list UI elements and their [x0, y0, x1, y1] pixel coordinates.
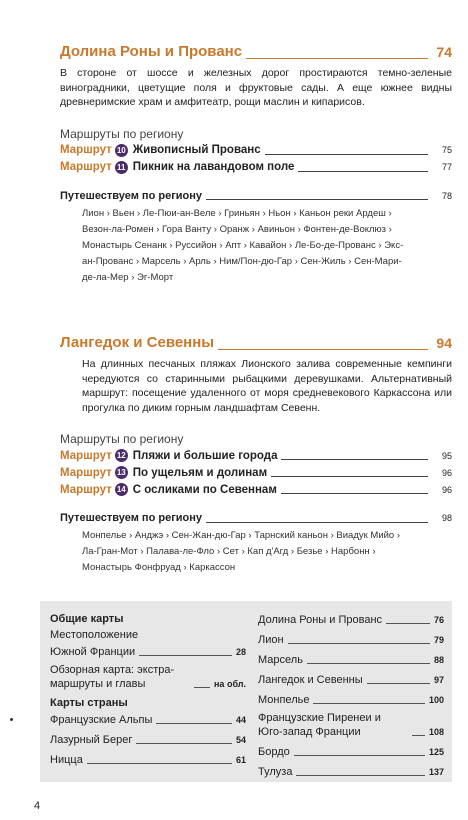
leader-line: [294, 755, 425, 756]
section-title[interactable]: Лангедок и Севенны: [60, 333, 218, 353]
general-maps-heading: Общие карты: [50, 613, 124, 625]
leader-line: [281, 459, 428, 460]
route-name: С осликами по Севеннам: [132, 483, 277, 496]
route-number-badge: 12: [115, 449, 128, 462]
route-number-badge: 14: [115, 483, 128, 496]
map-page: 54: [235, 735, 246, 745]
route-page: 75: [441, 145, 452, 155]
leader-line: [139, 655, 232, 656]
route-number-badge: 13: [115, 466, 128, 479]
leader-line: [298, 171, 428, 172]
map-page: 125: [428, 747, 444, 757]
leader-line: [288, 643, 430, 644]
route-name: По ущельям и долинам: [132, 466, 268, 479]
map-name: Долина Роны и Прованс: [258, 614, 383, 626]
map-name: Лион: [258, 634, 284, 646]
map-name: Марсель: [258, 654, 303, 666]
travel-entry[interactable]: [60, 510, 452, 526]
route-page: 95: [441, 450, 452, 461]
map-name: Бордо: [258, 746, 290, 758]
route-number-badge: 10: [115, 144, 128, 157]
map-page: 100: [428, 695, 444, 705]
leader-line: [136, 743, 232, 744]
leader-line: [296, 775, 425, 776]
leader-line: [194, 687, 210, 688]
maps-index-box: [40, 601, 452, 782]
map-name: Тулуза: [258, 766, 293, 778]
leader-line: [87, 763, 232, 764]
leader-line: [156, 723, 232, 724]
route-name: Пляжи и большие города: [132, 449, 278, 462]
map-entry[interactable]: [50, 663, 246, 691]
section-page-number: 94: [436, 335, 452, 351]
leader-line: [206, 522, 428, 523]
travel-title: Путешествуем по региону: [60, 189, 203, 202]
route-page: 96: [441, 484, 452, 495]
map-page: на обл.: [214, 679, 246, 689]
map-name: Монпелье: [258, 694, 310, 706]
leader-line: [307, 663, 430, 664]
leader-line: [265, 154, 428, 155]
route-word: Маршрут: [60, 466, 112, 479]
route-entry[interactable]: [60, 481, 452, 498]
location-label: Местоположение: [50, 629, 139, 641]
routes-label: Маршруты по региону: [60, 432, 184, 446]
section-description: В стороне от шоссе и железных дорог простираются темно-зеленые виноградники, цветущие поля и фруктовые сады. А еще южнее видны древнеримские храм и амфитеатр, рощи маслин и кипарисов.: [60, 67, 452, 108]
route-entry[interactable]: [60, 447, 452, 464]
map-name: Южной Франции: [50, 646, 136, 658]
travel-entry[interactable]: [60, 188, 452, 204]
route-name: Живописный Прованс: [132, 144, 261, 156]
leader-line: [206, 199, 428, 200]
page-folio: 4: [34, 800, 41, 812]
travel-page: 78: [441, 190, 452, 201]
map-name: Французские Альпы: [50, 714, 153, 726]
section-description: На длинных песчаных пляжах Лионского залива современные кемпинги чередуются со старинными рыбацкими деревушками. Альтернативный маршрут: посещение удаленного от моря средневекового Каркассона или прогулка по диким горным ландшафтам Севенн.: [82, 358, 452, 414]
map-page: 137: [428, 767, 444, 777]
map-page: 28: [235, 647, 246, 657]
map-page: 79: [433, 635, 444, 645]
leader-line: [271, 476, 428, 477]
map-page: 61: [235, 755, 246, 765]
travel-title: Путешествуем по региону: [60, 512, 203, 524]
map-entry[interactable]: [258, 763, 444, 779]
map-entry[interactable]: [258, 651, 444, 667]
map-entry[interactable]: [258, 743, 444, 759]
maps-column-right: [258, 611, 444, 783]
map-name: Лазурный Берег: [50, 734, 133, 746]
route-page: 77: [441, 162, 452, 172]
section-header: [60, 333, 452, 355]
leader-line: [313, 703, 425, 704]
places-list: Монпелье › Анджэ › Сен-Жан-дю-Гар › Тарнский каньон › Виадук Мийо › Ла-Гран-Мот › Палава-ле-Фло › Сет › Кап д'Агд › Безье › Нарбонн › Монастырь Фонфруад › Каркассон: [82, 530, 401, 573]
map-name: Ницца: [50, 754, 83, 766]
map-name: Обзорная карта: экстра-маршруты и главы: [50, 664, 175, 690]
map-entry[interactable]: [50, 711, 246, 727]
route-number-badge: 11: [115, 161, 128, 174]
section-header: [60, 42, 452, 64]
map-entry[interactable]: [258, 611, 444, 627]
map-name: Лангедок и Севенны: [258, 674, 363, 686]
section-page-number: 74: [436, 44, 452, 60]
route-name: Пикник на лавандовом поле: [132, 161, 295, 173]
places-list: Лион › Вьен › Ле-Пюи-ан-Веле › Гриньян › Ньон › Каньон реки Ардеш › Везон-ла-Ромен › Гора Ванту › Оранж › Авиньон › Фонтен-де-Воклюз › Монастырь Сенанк › Руссийон › Апт › Кавайон › Ле-Бо-де-Прованс › Экс-ан-Прованс › Марсель › Арль › Ним/Пон-дю-Гар › Сен-Жиль › Сен-Мари-де-ла-Мер › Эг-Морт: [82, 207, 404, 283]
country-maps-heading: Карты страны: [50, 697, 128, 709]
route-word: Маршрут: [60, 144, 112, 156]
section-title[interactable]: Долина Роны и Прованс: [60, 42, 246, 62]
map-entry[interactable]: [258, 711, 444, 739]
route-word: Маршрут: [60, 161, 112, 173]
map-entry[interactable]: [258, 691, 444, 707]
route-entry[interactable]: [60, 142, 452, 159]
map-page: 97: [433, 675, 444, 685]
map-page: 76: [433, 615, 444, 625]
route-word: Маршрут: [60, 483, 112, 496]
route-entry[interactable]: [60, 159, 452, 176]
leader-line: [386, 623, 430, 624]
leader-line: [281, 493, 428, 494]
routes-label: Маршруты по региону: [60, 126, 184, 141]
travel-page: 98: [441, 513, 452, 523]
map-entry[interactable]: [258, 631, 444, 647]
section-languedoc-cevennes: [60, 333, 452, 576]
map-entry[interactable]: [258, 671, 444, 687]
map-page: 88: [433, 655, 444, 665]
map-entry[interactable]: [50, 731, 246, 747]
map-page: 108: [428, 727, 444, 737]
route-page: 96: [441, 467, 452, 478]
map-page: 44: [235, 715, 246, 725]
leader-line: [367, 683, 430, 684]
section-rhone-provence: [60, 42, 452, 286]
route-word: Маршрут: [60, 449, 112, 462]
route-entry[interactable]: [60, 464, 452, 481]
map-name: Французские Пиренеи и Юго-запад Франции: [258, 712, 381, 738]
page-dot-mark: [10, 718, 13, 721]
maps-column-left: [50, 611, 246, 771]
map-entry[interactable]: [50, 643, 246, 659]
map-entry[interactable]: [50, 751, 246, 767]
leader-line: [412, 735, 425, 736]
